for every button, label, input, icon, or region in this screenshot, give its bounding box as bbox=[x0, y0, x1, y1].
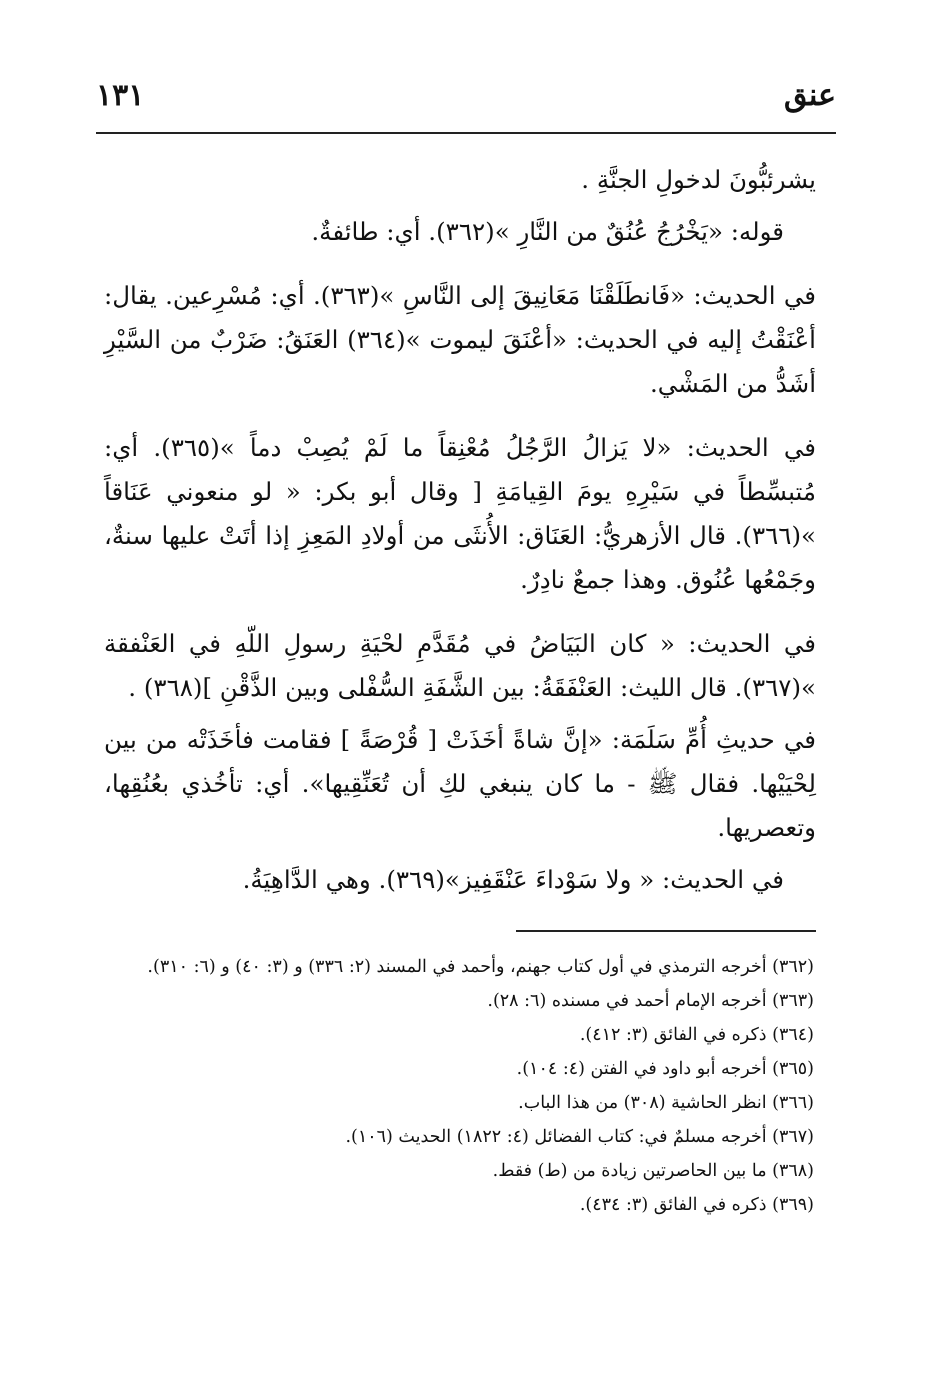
paragraph: في حديثِ أُمِّ سَلَمَة: «إنَّ شاةً أخَذَتْ [ قُرْصَةً ] فقامت فأخَذَتْه من بين لِحْيَيْها. فقال ﷺ - ما كان ينبغي لكِ أن تُعَنِّقِيها». أي: تأخُذي بعُنُقِها، وتعصريها. bbox=[104, 725, 816, 842]
paragraph: يشرئبُّونَ لدخولِ الجنَّةِ . bbox=[581, 165, 816, 194]
page-header bbox=[96, 78, 836, 126]
page-number: ١٣١ bbox=[96, 78, 145, 113]
footnote: (٣٦٧) أخرجه مسلمٌ في: كتاب الفضائل (٤: ١٨٢٢) الحديث (١٠٦). bbox=[345, 1127, 814, 1147]
footnote: (٣٦٣) أخرجه الإمام أحمد في مسنده (٦: ٢٨). bbox=[487, 991, 814, 1011]
running-head-word: عنق bbox=[784, 78, 836, 113]
paragraph: في الحديث: «لا يَزالُ الرَّجُلُ مُعْنِقاً ما لَمْ يُصِبْ دماً »(٣٦٥). أي: مُتبسِّطاً في سَيْرِهِ يومَ القِيامَةِ [ وقال أبو بكر: « لو منعوني عَنَاقاً »(٣٦٦). قال الأزهريُّ: العَنَاق: الأُنثَى من أولادِ المَعِزِ إذا أتَتْ عليها سنةٌ، وجَمْعُها عُنُوق. وهذا جمعٌ نادِرٌ. bbox=[104, 433, 816, 594]
main-text bbox=[104, 158, 816, 922]
footnote: (٣٦٨) ما بين الحاصرتين زيادة من (ط) فقط. bbox=[492, 1161, 814, 1181]
footnote: (٣٦٩) ذكره في الفائق (٣: ٤٣٤). bbox=[579, 1195, 814, 1215]
footnote-divider bbox=[516, 930, 816, 932]
footnotes bbox=[104, 950, 814, 1222]
footnote: (٣٦٦) انظر الحاشية (٣٠٨) من هذا الباب. bbox=[518, 1093, 814, 1113]
header-divider bbox=[96, 132, 836, 134]
paragraph: في الحديث: « ولا سَوْداءَ عَنْقَفِيز»(٣٦٩). وهي الدَّاهِيَةُ. bbox=[242, 865, 784, 894]
paragraph: في الحديث: « كان البَيَاضُ في مُقَدَّمِ لحْيَةِ رسولِ اللّهِ في العَنْفقة »(٣٦٧). قال الليث: العَنْفَقَةُ: بين الشَّفَةِ السُّفْلى وبين الذَّقْنِ ](٣٦٨) . bbox=[104, 629, 816, 702]
footnote: (٣٦٢) أخرجه الترمذي في أول كتاب جهنم، وأحمد في المسند (٢: ٣٣٦) و (٣: ٤٠) و (٦: ٣١٠). bbox=[147, 957, 814, 977]
footnote: (٣٦٤) ذكره في الفائق (٣: ٤١٢). bbox=[579, 1025, 814, 1045]
paragraph: في الحديث: «فَانطَلَقْنَا مَعَانِيقَ إلى النَّاسِ »(٣٦٣). أي: مُسْرِعين. يقال: أعْنَقْتُ إليه في الحديث: «أعْنَقَ ليموت »(٣٦٤) العَنَقُ: ضَرْبٌ من السَّيْرِ أشَدُّ من المَشْي. bbox=[104, 281, 816, 398]
paragraph: قوله: «يَخْرُجُ عُنُقٌ من النَّارِ »(٣٦٢). أي: طائفةٌ. bbox=[311, 217, 784, 246]
footnote: (٣٦٥) أخرجه أبو داود في الفتن (٤: ١٠٤). bbox=[516, 1059, 814, 1079]
